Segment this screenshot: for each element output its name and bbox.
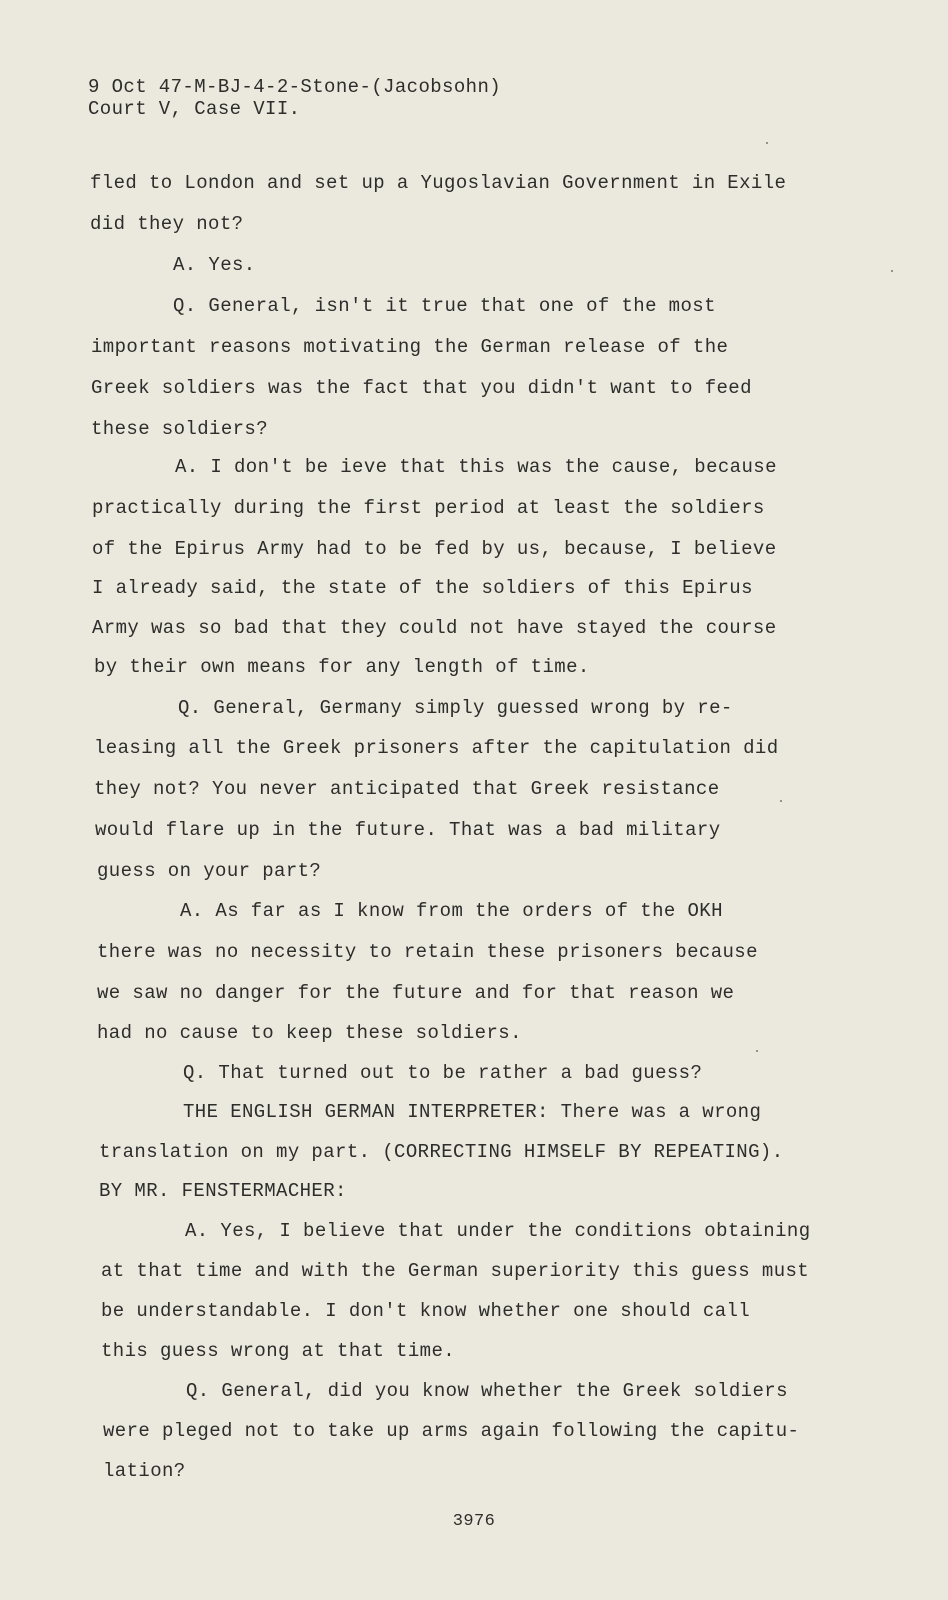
transcript-line: Q. That turned out to be rather a bad guess? [183,1062,703,1084]
transcript-line: of the Epirus Army had to be fed by us, because, I believe [92,538,777,560]
transcript-line: important reasons motivating the German release of the [91,336,729,358]
transcript-line: A. Yes. [173,254,256,276]
transcript-line: did they not? [90,213,244,235]
transcript-line: I already said, the state of the soldiers of this Epirus [92,577,753,599]
transcript-line: A. As far as I know from the orders of the OKH [180,900,723,922]
transcript-line: guess on your part? [97,860,322,882]
transcript-line: Q. General, Germany simply guessed wrong by re- [178,697,733,719]
transcript-line: would flare up in the future. That was a bad military [95,819,721,841]
transcript-line: be understandable. I don't know whether one should call [101,1300,751,1322]
transcript-line: were pleged not to take up arms again following the capitu- [103,1420,800,1442]
transcript-line: Q. General, did you know whether the Greek soldiers [186,1380,788,1402]
transcript-line: lation? [103,1460,186,1482]
transcript-line: they not? You never anticipated that Greek resistance [94,778,720,800]
transcript-line: Q. General, isn't it true that one of the most [173,295,716,317]
paper-speck [891,270,893,272]
page-number: 3976 [452,1512,496,1531]
header-court-case: Court V, Case VII. [88,98,301,120]
paper-speck [766,142,768,144]
transcript-line: BY MR. FENSTERMACHER: [99,1180,347,1202]
transcript-line: practically during the first period at least the soldiers [92,497,765,519]
paper-speck [780,800,782,802]
transcript-line: these soldiers? [91,418,269,440]
transcript-line: by their own means for any length of time. [94,656,590,678]
transcript-line: Greek soldiers was the fact that you didn't want to feed [91,377,752,399]
header-case-reference: 9 Oct 47-M-BJ-4-2-Stone-(Jacobsohn) [88,76,502,98]
transcript-line: had no cause to keep these soldiers. [97,1022,522,1044]
transcript-line: THE ENGLISH GERMAN INTERPRETER: There was a wrong [183,1101,762,1123]
transcript-line: A. I don't be ieve that this was the cause, because [175,456,777,478]
transcript-line: we saw no danger for the future and for that reason we [97,982,735,1004]
transcript-line: translation on my part. (CORRECTING HIMSELF BY REPEATING). [99,1141,784,1163]
transcript-line: leasing all the Greek prisoners after the capitulation did [94,737,779,759]
transcript-line: Army was so bad that they could not have stayed the course [92,617,777,639]
transcript-line: there was no necessity to retain these prisoners because [97,941,758,963]
transcript-line: this guess wrong at that time. [101,1340,456,1362]
transcript-line: fled to London and set up a Yugoslavian Government in Exile [90,172,787,194]
paper-speck [756,1050,758,1052]
document-header [88,76,501,120]
transcript-line: A. Yes, I believe that under the conditions obtaining [185,1220,811,1242]
transcript-line: at that time and with the German superiority this guess must [101,1260,810,1282]
